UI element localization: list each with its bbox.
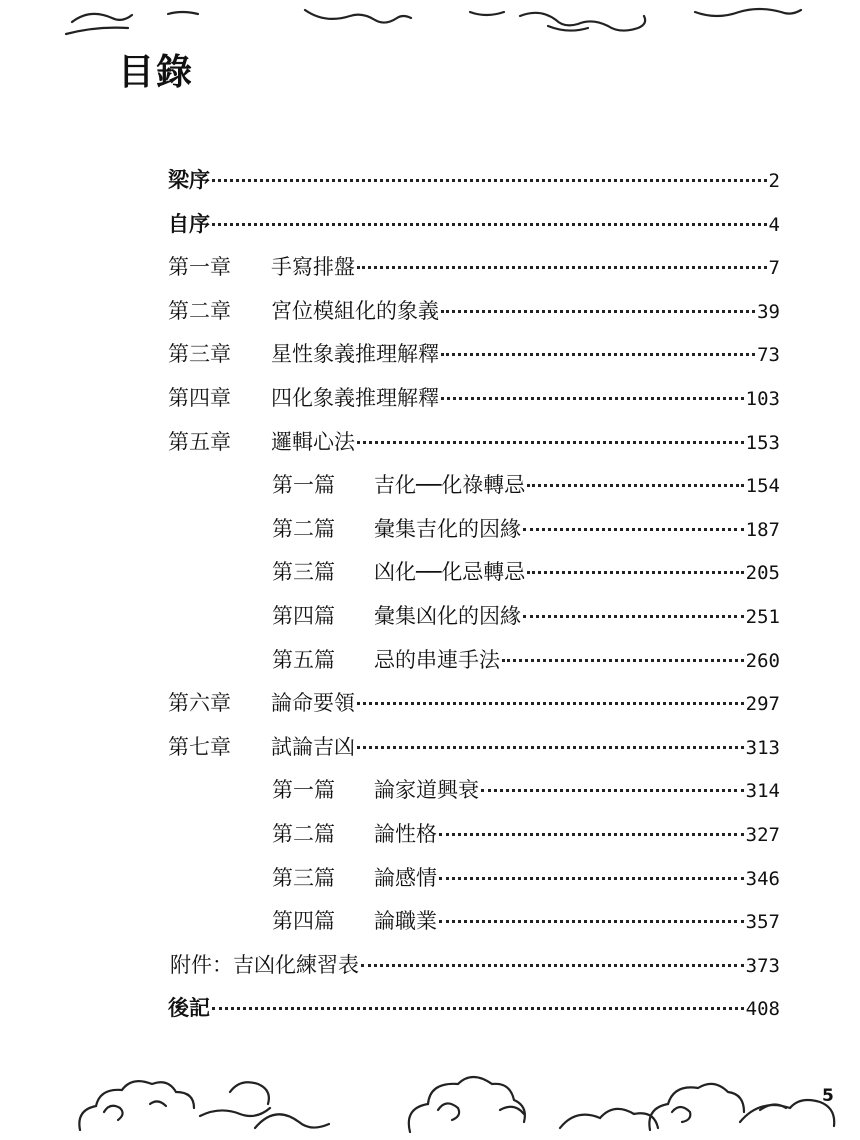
chapter-number: 第五章 [168,430,231,454]
toc-entry-label [168,383,439,413]
section-number: 第二篇 [272,517,335,541]
section-number: 第一篇 [272,778,335,802]
toc-page-number: 2 [768,170,780,192]
dot-leader [527,571,743,574]
dot-leader [357,702,744,705]
section-number: 第二篇 [272,822,335,846]
toc-entry[interactable] [272,863,780,893]
toc-entry[interactable] [168,209,780,239]
dot-leader [441,397,744,400]
toc-entry-label [272,557,525,587]
dot-leader [439,920,744,923]
toc-entry-title: 手寫排盤 [271,255,355,279]
toc-entry-title: 試論吉凶 [271,735,355,759]
toc-entry-label [272,819,437,849]
chapter-number: 第一章 [168,255,231,279]
toc-entry-title: 吉化──化祿轉忌 [374,473,526,497]
toc-page-number: 205 [745,562,780,584]
toc-entry-title: 論感情 [374,866,437,890]
toc-entry[interactable] [168,252,780,282]
toc-page-number: 187 [745,519,780,541]
section-number: 第三篇 [272,866,335,890]
toc-page-number: 313 [745,737,780,759]
toc-entry-label [168,296,439,326]
toc-entry-title: 附件：吉凶化練習表 [170,953,359,977]
page-number: 5 [822,1086,834,1106]
section-number: 第一篇 [272,473,335,497]
toc-page-number: 154 [745,475,780,497]
dot-leader [212,1007,744,1010]
dot-leader [441,353,755,356]
toc-page-number: 39 [757,301,780,323]
chapter-number: 第二章 [168,299,231,323]
toc-page-number: 314 [745,780,780,802]
toc-entry-label [168,732,355,762]
toc-entry-label [168,339,439,369]
toc-entry-label [168,252,355,282]
chapter-number: 第六章 [168,691,231,715]
toc-entry-title: 梁序 [168,167,210,192]
toc-entry-label [272,863,437,893]
page-title: 目錄 [118,52,195,93]
section-number: 第四篇 [272,604,335,628]
dot-leader [357,746,744,749]
dot-leader [523,528,744,531]
toc-entry[interactable] [168,688,780,718]
toc-entry-title: 四化象義推理解釋 [271,386,439,410]
toc-entry-title: 星性象義推理解釋 [271,342,439,366]
toc-entry[interactable] [168,296,780,326]
toc-page-number: 373 [745,955,780,977]
toc-entry-title: 論命要領 [271,691,355,715]
toc-entry[interactable] [272,819,780,849]
dot-leader [502,659,744,662]
toc-page-number: 73 [757,344,780,366]
toc-page-number: 408 [745,998,780,1020]
toc-entry[interactable] [168,427,780,457]
section-number: 第三篇 [272,560,335,584]
toc-entry-label [272,906,437,936]
toc-entry-label [168,209,210,239]
toc-entry[interactable] [168,993,780,1023]
section-number: 第四篇 [272,909,335,933]
dot-leader [481,789,744,792]
toc-entry-label [170,950,359,980]
toc-entry[interactable] [272,775,780,805]
toc-page-number: 7 [768,257,780,279]
toc-entry[interactable] [272,514,780,544]
toc-entry[interactable] [170,950,780,980]
toc-entry[interactable] [272,557,780,587]
toc-page-number: 153 [745,432,780,454]
toc-entry-title: 彙集凶化的因緣 [374,604,521,628]
toc-page-number: 103 [745,388,780,410]
toc-entry-title: 論性格 [374,822,437,846]
toc-entry-label [168,688,355,718]
dot-leader [357,266,767,269]
dot-leader [212,179,767,182]
dot-leader [439,877,744,880]
toc-page-number: 4 [768,214,780,236]
toc-entry[interactable] [168,339,780,369]
dot-leader [523,615,744,618]
toc-entry-title: 自序 [168,211,210,236]
chapter-number: 第七章 [168,735,231,759]
dot-leader [439,833,744,836]
toc-entry[interactable] [272,906,780,936]
chapter-number: 第四章 [168,386,231,410]
toc-entry-label [272,601,521,631]
toc-entry-title: 彙集吉化的因緣 [374,517,521,541]
toc-entry-label [168,993,210,1023]
dot-leader [357,441,744,444]
toc-entry-label [168,165,210,195]
toc-page-number: 260 [745,650,780,672]
toc-entry[interactable] [272,601,780,631]
toc-entry-title: 論家道興衰 [374,778,479,802]
dot-leader [441,310,755,313]
toc-page-number: 357 [745,911,780,933]
toc-entry-label [272,470,525,500]
dot-leader [361,964,744,967]
toc-entry[interactable] [168,165,780,195]
toc-page-number: 297 [745,693,780,715]
toc-entry[interactable] [168,732,780,762]
toc-entry-title: 論職業 [374,909,437,933]
toc-page-number: 346 [745,868,780,890]
section-number: 第五篇 [272,648,335,672]
toc-entry-title: 宮位模組化的象義 [271,299,439,323]
toc-entry-title: 凶化──化忌轉忌 [374,560,526,584]
toc-entry[interactable] [272,470,780,500]
toc-page-number: 251 [745,606,780,628]
cloud-border-bottom-decoration [0,1052,860,1140]
toc-entry[interactable] [168,383,780,413]
toc-entry-label [272,514,521,544]
chapter-number: 第三章 [168,342,231,366]
toc-entry-title: 後記 [168,995,210,1020]
toc-entry-label [168,427,355,457]
toc-entry-title: 忌的串連手法 [374,648,500,672]
dot-leader [527,484,743,487]
toc-entry[interactable] [272,645,780,675]
dot-leader [212,223,767,226]
toc-entry-title: 邏輯心法 [271,430,355,454]
toc-entry-label [272,775,479,805]
toc-entry-label [272,645,500,675]
toc-page-number: 327 [745,824,780,846]
